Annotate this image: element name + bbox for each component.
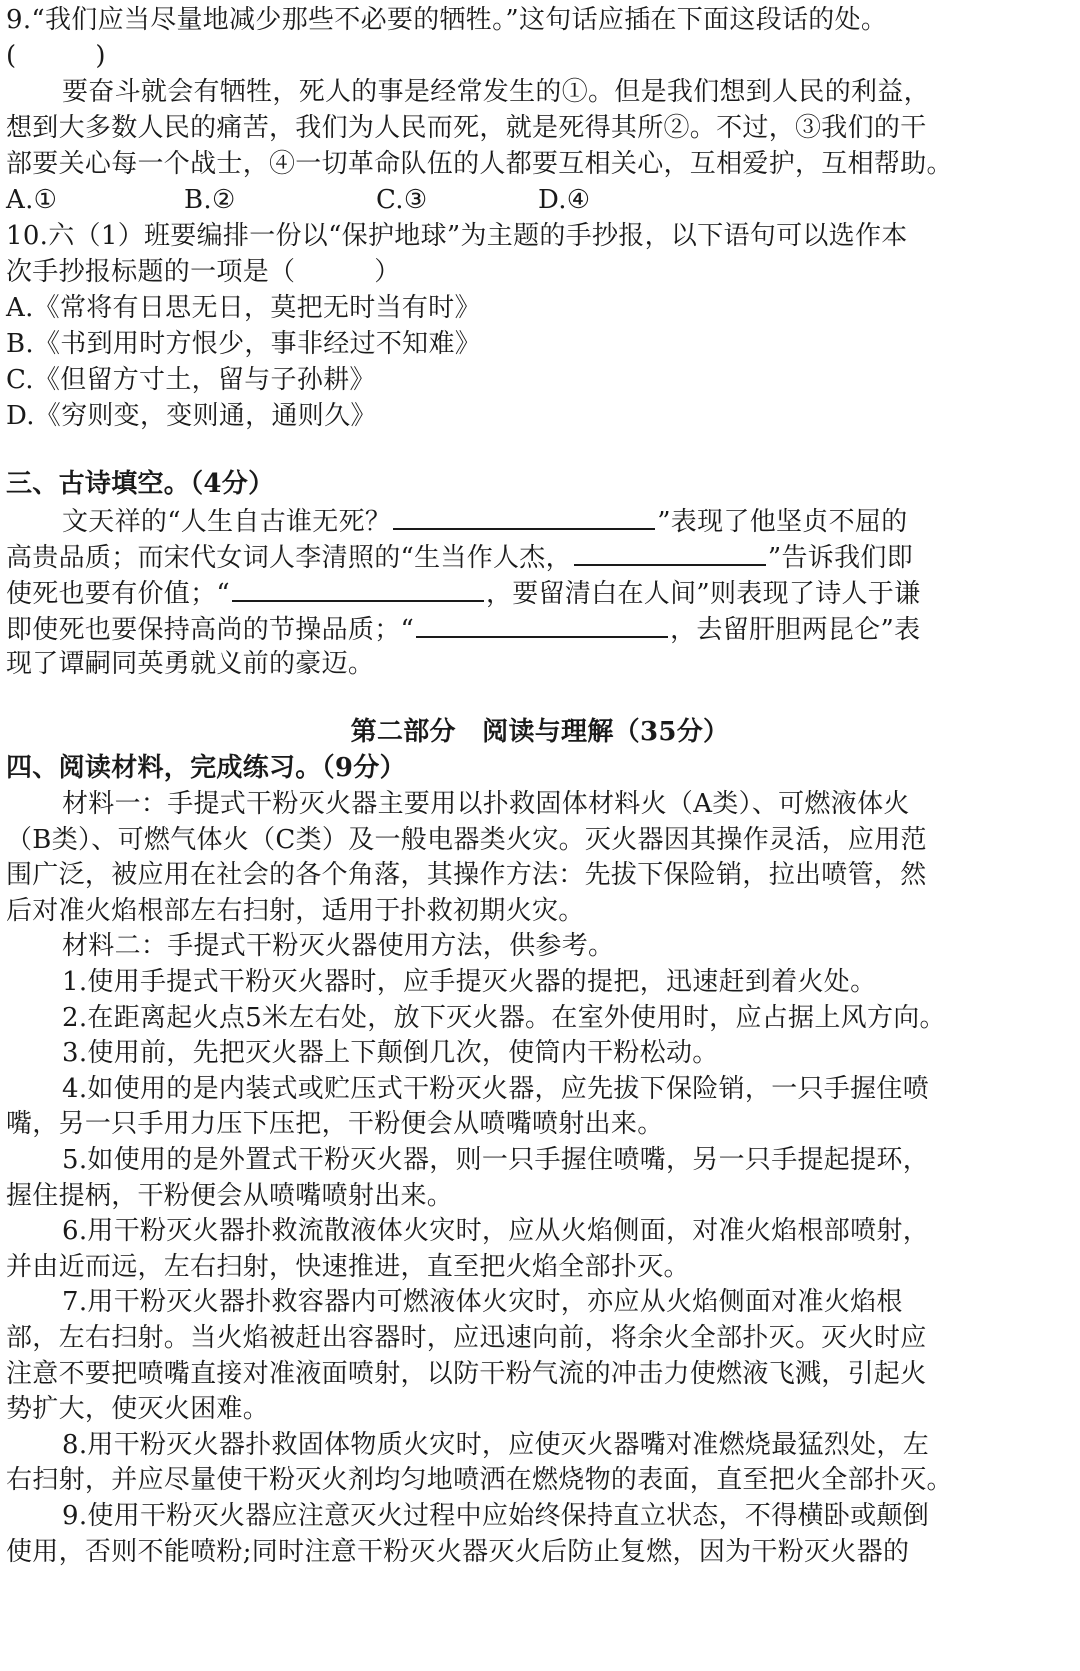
section4-line: 1.使用手提式干粉灭火器时，应手提灭火器的提把，迅速赶到着火处。 — [62, 967, 877, 997]
section4-line: 7.用干粉灭火器扑救容器内可燃液体火灾时，亦应从火焰侧面对准火焰根 — [62, 1287, 903, 1318]
section4-line: 材料二：手提式干粉灭火器使用方法，供参考。 — [62, 931, 615, 962]
section4-line: 8.用干粉灭火器扑救固体物质火灾时，应使灭火器嘴对准燃烧最猛烈处，左 — [62, 1429, 930, 1460]
fill-blank-3[interactable] — [232, 574, 484, 602]
q9-stem: 9.“我们应当尽量地减少那些不必要的牺牲。”这句话应插在下面这段话的处。 — [6, 5, 888, 35]
q9-option-c: C.③ — [376, 185, 428, 215]
section3-title: 三、古诗填空。（4分） — [6, 469, 275, 499]
section4-line: 并由近而远，左右扫射，快速推进，直至把火焰全部扑灭。 — [6, 1251, 690, 1282]
section3-text: 使死也要有价值；“ — [6, 579, 230, 609]
q9-options — [6, 182, 1074, 218]
section3-text: ，要留清白在人间”则表现了诗人于谦 — [486, 579, 921, 609]
section3-text: ”告诉我们即 — [767, 543, 913, 573]
section4-line: 3.使用前，先把灭火器上下颠倒几次，使筒内干粉松动。 — [62, 1038, 719, 1069]
section3-text: 即使死也要保持高尚的节操品质；“ — [6, 615, 415, 645]
q10-stem-line-1: 10.六（1）班要编排一份以“保护地球”为主题的手抄报，以下语句可以选作本 — [6, 221, 908, 251]
section3-line-1 — [6, 502, 1074, 540]
section4-line: 注意不要把喷嘴直接对准液面喷射，以防干粉气流的冲击力使燃液飞溅，引起火 — [6, 1358, 927, 1389]
section3-line-5: 现了谭嗣同英勇就义前的豪迈。 — [6, 649, 375, 679]
section4-line: 5.如使用的是外置式干粉灭火器，则一只手握住喷嘴，另一只手提起提环， — [62, 1145, 930, 1175]
section3-line-3 — [6, 574, 1074, 612]
section3-line-4 — [6, 610, 1074, 648]
section3-text: ，去留肝胆两昆仑”表 — [670, 615, 921, 645]
q10-option-b: B.《书到用时方恨少，事非经过不知难》 — [6, 329, 482, 359]
section4-line: 部，左右扫射。当火焰被赶出容器时，应迅速向前，将余火全部扑灭。灭火时应 — [6, 1323, 927, 1353]
section4-line: （B类）、可燃气体火（C类）及一般电器类火灾。灭火器因其操作灵活，应用范 — [6, 824, 927, 855]
q9-answer-paren: ( ) — [6, 41, 106, 71]
section4-line: 6.用干粉灭火器扑救流散液体火灾时，应从火焰侧面，对准火焰根部喷射， — [62, 1216, 930, 1247]
q9-option-b: B.② — [184, 185, 236, 215]
q10-option-c: C.《但留方寸土，留与子孙耕》 — [6, 365, 376, 395]
q9-passage-line-1: 要奋斗就会有牺牲，死人的事是经常发生的①。但是我们想到人民的利益， — [62, 77, 930, 107]
section4-line: 嘴，另一只手用力压下压把，干粉便会从喷嘴喷射出来。 — [6, 1109, 664, 1140]
section4-line: 4.如使用的是内装式或贮压式干粉灭火器，应先拔下保险销，一只手握住喷 — [62, 1073, 930, 1104]
q9-passage-line-2: 想到大多数人民的痛苦，我们为人民而死，就是死得其所②。不过，③我们的干 — [6, 113, 927, 143]
section4-line: 握住提柄，干粉便会从喷嘴喷射出来。 — [6, 1180, 454, 1211]
section4-line: 材料一：手提式干粉灭火器主要用以扑救固体材料火（A类）、可燃液体火 — [62, 789, 910, 819]
fill-blank-1[interactable] — [393, 502, 655, 530]
fill-blank-4[interactable] — [416, 610, 668, 638]
section3-text: 高贵品质；而宋代女词人李清照的“生当作人杰， — [6, 543, 572, 573]
q10-option-d: D.《穷则变，变则通，通则久》 — [6, 401, 377, 431]
section4-line: 2.在距离起火点5米左右处，放下灭火器。在室外使用时，应占据上风方向。 — [62, 1002, 946, 1033]
q9-option-a: A.① — [6, 185, 58, 215]
q9-option-d: D.④ — [538, 185, 591, 215]
section4-title: 四、阅读材料，完成练习。（9分） — [6, 753, 406, 783]
part2-title: 第二部分 阅读与理解（35分） — [350, 717, 730, 747]
q10-stem-line-2: 次手抄报标题的一项是（ ） — [6, 257, 401, 287]
fill-blank-2[interactable] — [574, 538, 766, 566]
section4-line: 后对准火焰根部左右扫射，适用于扑救初期火灾。 — [6, 895, 585, 926]
section4-line: 9.使用干粉灭火器应注意灭火过程中应始终保持直立状态，不得横卧或颠倒 — [62, 1501, 930, 1531]
section3-text: ”表现了他坚贞不屈的 — [657, 507, 908, 537]
section4-line: 右扫射，并应尽量使干粉灭火剂均匀地喷洒在燃烧物的表面，直至把火全部扑灭。 — [6, 1465, 953, 1496]
section4-line: 势扩大，使灭火困难。 — [6, 1394, 270, 1425]
section3-line-2 — [6, 538, 1074, 576]
section4-line: 使用，否则不能喷粉;同时注意干粉灭火器灭火后防止复燃，因为干粉灭火器的 — [6, 1536, 910, 1567]
section4-line: 围广泛，被应用在社会的各个角落，其操作方法：先拔下保险销，拉出喷管，然 — [6, 860, 927, 891]
q10-option-a: A.《常将有日思无日，莫把无时当有时》 — [6, 293, 481, 323]
q9-passage-line-3: 部要关心每一个战士，④一切革命队伍的人都要互相关心，互相爱护，互相帮助。 — [6, 149, 953, 179]
section3-text: 文天祥的“人生自古谁无死？ — [62, 507, 392, 537]
